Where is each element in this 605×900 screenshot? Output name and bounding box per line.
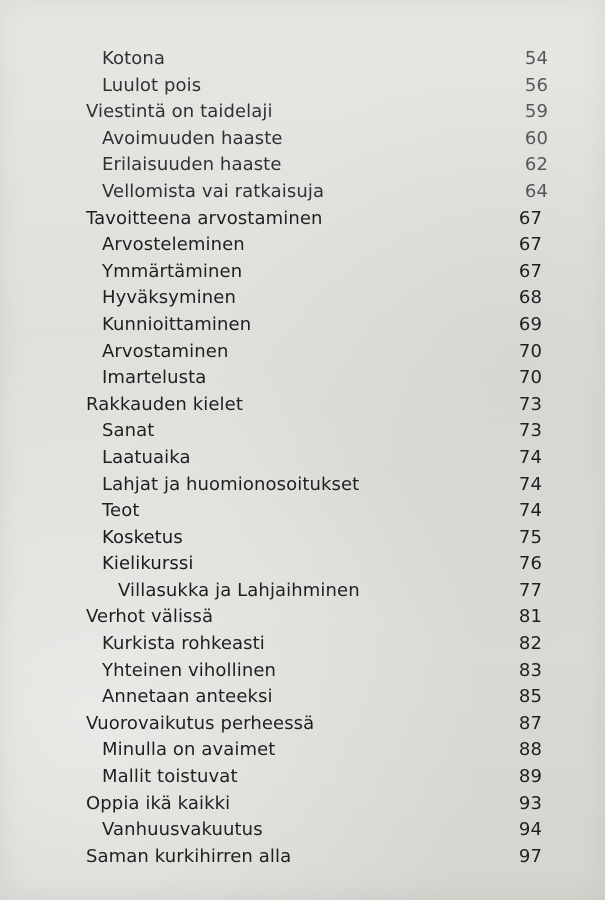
toc-page-number: 70 xyxy=(518,367,542,389)
toc-entry-title: Kotona xyxy=(102,48,166,69)
toc-entry-title: Annetaan anteeksi xyxy=(102,686,273,708)
toc-page-number: 69 xyxy=(518,313,542,335)
toc-page-number: 94 xyxy=(518,819,542,841)
toc-row-29 xyxy=(0,791,605,818)
toc-entry-title: Laatuaika xyxy=(102,446,191,468)
toc-page-number: 54 xyxy=(524,48,548,69)
toc-entry-title: Ymmärtäminen xyxy=(102,260,243,282)
toc-page-number: 56 xyxy=(524,74,548,96)
toc-row-18 xyxy=(0,498,605,525)
toc-row-2 xyxy=(0,73,605,100)
toc-row-16 xyxy=(0,445,605,472)
toc-page-number: 62 xyxy=(524,154,548,176)
toc-entry-title: Imartelusta xyxy=(102,367,207,389)
toc-row-31 xyxy=(0,844,605,871)
toc-page-number: 88 xyxy=(518,739,542,761)
toc-page-number: 60 xyxy=(524,127,548,149)
toc-entry-title: Mallit toistuvat xyxy=(102,766,238,788)
toc-row-26 xyxy=(0,711,605,738)
toc-page-number: 87 xyxy=(518,712,542,734)
toc-page-number: 59 xyxy=(524,101,548,123)
toc-page-number: 74 xyxy=(518,500,542,522)
table-of-contents xyxy=(0,46,605,870)
toc-entry-title: Vellomista vai ratkaisuja xyxy=(102,180,325,202)
toc-row-25 xyxy=(0,684,605,711)
toc-row-28 xyxy=(0,764,605,791)
toc-row-3 xyxy=(0,99,605,126)
toc-entry-title: Sanat xyxy=(102,420,155,442)
toc-page-number: 67 xyxy=(518,207,542,229)
toc-row-13 xyxy=(0,365,605,392)
toc-entry-title: Rakkauden kielet xyxy=(86,393,243,415)
toc-page-number: 64 xyxy=(524,180,548,202)
toc-row-15 xyxy=(0,418,605,445)
toc-row-27 xyxy=(0,737,605,764)
toc-row-14 xyxy=(0,392,605,419)
toc-page-number: 97 xyxy=(518,845,542,867)
toc-row-1 xyxy=(0,46,605,73)
toc-entry-title: Arvosteleminen xyxy=(102,234,245,256)
toc-entry-title: Minulla on avaimet xyxy=(102,739,276,761)
toc-row-8 xyxy=(0,232,605,259)
toc-page-number: 85 xyxy=(518,686,542,708)
toc-page-number: 67 xyxy=(518,234,542,256)
toc-entry-title: Avoimuuden haaste xyxy=(102,127,283,149)
toc-page-number: 74 xyxy=(518,446,542,468)
toc-entry-title: Kurkista rohkeasti xyxy=(102,633,265,655)
toc-page-number: 93 xyxy=(518,792,542,814)
toc-entry-title: Saman kurkihirren alla xyxy=(86,845,292,867)
toc-page-number: 67 xyxy=(518,260,542,282)
toc-row-30 xyxy=(0,817,605,844)
toc-entry-title: Vanhuusvakuutus xyxy=(102,819,263,841)
toc-row-19 xyxy=(0,525,605,552)
toc-page-number: 76 xyxy=(518,553,542,575)
toc-row-24 xyxy=(0,658,605,685)
toc-row-23 xyxy=(0,631,605,658)
toc-entry-title: Erilaisuuden haaste xyxy=(102,154,282,176)
toc-entry-title: Lahjat ja huomionosoitukset xyxy=(102,473,360,495)
toc-row-22 xyxy=(0,604,605,631)
toc-entry-title: Vuorovaikutus perheessä xyxy=(86,712,315,734)
toc-entry-title: Teot xyxy=(102,500,140,522)
toc-page-number: 73 xyxy=(518,420,542,442)
toc-page-number: 82 xyxy=(518,633,542,655)
toc-row-5 xyxy=(0,152,605,179)
toc-page-number: 81 xyxy=(518,606,542,628)
toc-row-9 xyxy=(0,259,605,286)
toc-entry-title: Villasukka ja Lahjaihminen xyxy=(118,579,360,601)
toc-row-7 xyxy=(0,206,605,233)
toc-page-number: 68 xyxy=(518,287,542,309)
toc-page-number: 83 xyxy=(518,659,542,681)
toc-entry-title: Verhot välissä xyxy=(86,606,214,628)
toc-entry-title: Hyväksyminen xyxy=(102,287,236,309)
toc-page-number: 75 xyxy=(518,526,542,548)
toc-entry-title: Kielikurssi xyxy=(102,553,194,575)
toc-entry-title: Tavoitteena arvostaminen xyxy=(86,207,323,229)
toc-page-number: 89 xyxy=(518,766,542,788)
toc-entry-title: Yhteinen vihollinen xyxy=(102,659,277,681)
toc-row-11 xyxy=(0,312,605,339)
toc-entry-title: Kosketus xyxy=(102,526,183,548)
toc-row-21 xyxy=(0,578,605,605)
toc-page-number: 73 xyxy=(518,393,542,415)
toc-page-number: 77 xyxy=(518,579,542,601)
toc-row-6 xyxy=(0,179,605,206)
toc-entry-title: Viestintä on taidelaji xyxy=(86,101,273,123)
toc-row-10 xyxy=(0,285,605,312)
toc-entry-title: Arvostaminen xyxy=(102,340,229,362)
toc-entry-title: Luulot pois xyxy=(102,74,202,96)
toc-page-number: 70 xyxy=(518,340,542,362)
toc-entry-title: Kunnioittaminen xyxy=(102,313,252,335)
toc-row-12 xyxy=(0,339,605,366)
toc-page-number: 74 xyxy=(518,473,542,495)
toc-entry-title: Oppia ikä kaikki xyxy=(86,792,231,814)
toc-row-20 xyxy=(0,551,605,578)
toc-row-17 xyxy=(0,472,605,499)
toc-row-4 xyxy=(0,126,605,153)
